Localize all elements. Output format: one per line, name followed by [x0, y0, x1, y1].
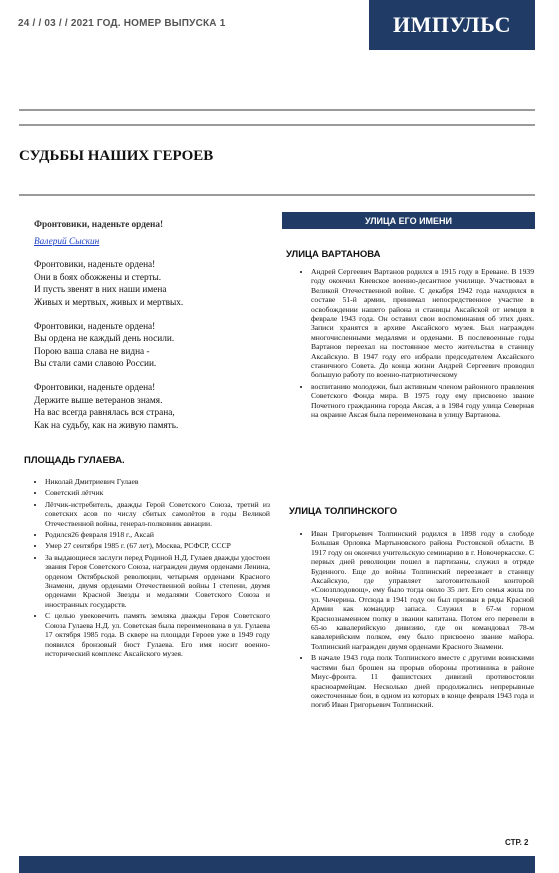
tolpinsky-heading: УЛИЦА ТОЛПИНСКОГО — [289, 506, 398, 517]
poem-line: И пусть звенят в них наши имена — [34, 285, 167, 296]
poem-line: На вас всегда равнялась вся страна, — [34, 408, 175, 419]
street-name-banner: УЛИЦА ЕГО ИМЕНИ — [282, 212, 535, 229]
page-number: СТР. 2 — [505, 838, 529, 847]
poem-line: Фронтовики, наденьте ордена! — [34, 260, 156, 271]
poem-title: Фронтовики, наденьте ордена! — [34, 220, 164, 230]
footer-bar — [19, 856, 535, 873]
list-item: • Николай Дмитриевич Гулаев — [45, 477, 270, 486]
poem-author-link[interactable]: Валерий Сыскин — [34, 236, 100, 247]
gulaev-heading: ПЛОЩАДЬ ГУЛАЕВА. — [24, 455, 125, 466]
poem-stanza — [34, 259, 270, 309]
tolpinsky-section — [298, 529, 534, 712]
list-item: • Лётчик-истребитель, дважды Герой Советского Союза, третий из советских асов по числу сбитых самолётов в годы Великой Отечественной войны, генерал-полковник авиации. — [45, 500, 270, 528]
poem-line: Фронтовики, наденьте ордена! — [34, 382, 156, 393]
gulaev-section — [32, 477, 270, 660]
poem-line: Как на судьбу, как на живую память. — [34, 420, 179, 431]
list-item: • Умер 27 сентября 1985 г. (67 лет), Москва, РСФСР, СССР — [45, 541, 270, 550]
poem-line: Вы стали сами славою России. — [34, 359, 157, 370]
list-item: • воспитанию молодежи, был активным членом районного правления Советского Фонда мира. В 1975 году ему присвоено звание Почетного гражданина города Аксая, а в 1984 году улица Северная на окраине Аксая была переименована в улицу Вартанова. — [311, 382, 534, 420]
section-title: СУДЬБЫ НАШИХ ГЕРОЕВ — [19, 148, 214, 164]
poem-stanza — [34, 382, 270, 432]
vartanov-section — [298, 267, 534, 422]
divider — [19, 109, 535, 111]
poem-line: Они в боях обожжены и стерты. — [34, 272, 162, 283]
vartanov-heading: УЛИЦА ВАРТАНОВА — [286, 249, 381, 260]
poem-stanza — [34, 321, 270, 371]
divider — [19, 194, 535, 196]
poem-block — [34, 219, 270, 432]
list-item: • Родился26 февраля 1918 г., Аксай — [45, 530, 270, 539]
issue-date-line: 24 / / 03 / / 2021 ГОД. НОМЕР ВЫПУСКА 1 — [18, 18, 226, 29]
divider — [19, 124, 535, 126]
list-item: • За выдающиеся заслуги перед Родиной Н.Д. Гулаев дважды удостоен звания Героя Советского Союза, награжден двумя орденами Ленина, орденом Октябрьской революции, четырьмя орденами Красного Знамени, двумя орденами Отечественной войны I степени, двумя орденами Красной Звезды и медалями Советского Союза и иностранных государств. — [45, 553, 270, 609]
list-item: • Андрей Сергеевич Вартанов родился в 1915 году в Ереване. В 1939 году окончил Киевское военно-десантное училище. Участвовал в Великой Отечественной войне. С декабря 1942 года находился в составе 51-й армии, принимал непосредственное участие в освобождении нашего района и станицы Аксайской от немцев в феврале 1943 года. Он оставил свои воспоминания об этих днях. Записи хранятся в архиве Аксайского музея. Был награжден многочисленными медалями и орденами. В послевоенные годы Вартанов переехал на постоянное место жительства в станицу Аксайскую. В 1947 году его избрали председателем Аксайского станичного Совета. До конца жизни Андрей Сергеевич проводил большую работу по военно-патриотическому — [311, 267, 534, 380]
poem-line: Живых и мертвых, живых и мертвых. — [34, 297, 184, 308]
list-item: • Иван Григорьевич Толпинский родился в 1898 году в слободе Большая Орловка Мартыновского района Ростовской области. В 1917 году он окончил учительскую семинарию в г. Новочеркасске. С первых дней революции пошел в партизаны, служил в отряде Буденного. Еще до войны Толпинский переезжает в станицу Аксайскую, где управляет заготовительной конторой «Союзплодовощ», ему было тогда около 35 лет. Его семья жила по ул. Чичерина. Отсюда в 1941 году он был призван в ряды Красной Армии как командир запаса. Служил в 67-м горном Краснознаменном полку в звании капитана. Потом его перевели в 65-ю кавалерийскую дивизию, где он командовал 78-м кавалерийским полком, ему было присвоено звание майора. Толпинский награжден двумя орденами Красного Знамени. — [311, 529, 534, 651]
poem-line: Держите выше ветеранов знамя. — [34, 395, 163, 406]
list-item: • Советский лётчик — [45, 488, 270, 497]
poem-line: Вы ордена не каждый день носили. — [34, 334, 175, 345]
list-item: • С целью увековечить память земляка дважды Героя Советского Союза Гулаева Н.Д. ул. Советская была переименована в ул. Гулаева 17 октября 1985 года. В сквере на площади Героев уже в 1949 году появился бронзовый бюст Гулаева. Его имя носит военно-исторический комплекс Аксайского музея. — [45, 611, 270, 658]
list-item: • В начале 1943 года полк Толпинского вместе с другими воинскими частями был брошен на прорыв обороны противника в районе Миус-фронта. 11 фашистских дивизий противостояли красноармейцам. Несколько дней продолжались непрерывные ожесточенные бои, в одном из которых в конце февраля 1943 года и погиб Иван Григорьевич Толпинский. — [311, 653, 534, 709]
poem-line: Порою ваша слава не видна - — [34, 346, 150, 357]
poem-line: Фронтовики, наденьте ордена! — [34, 321, 156, 332]
newspaper-brand: ИМПУЛЬС — [369, 0, 535, 50]
